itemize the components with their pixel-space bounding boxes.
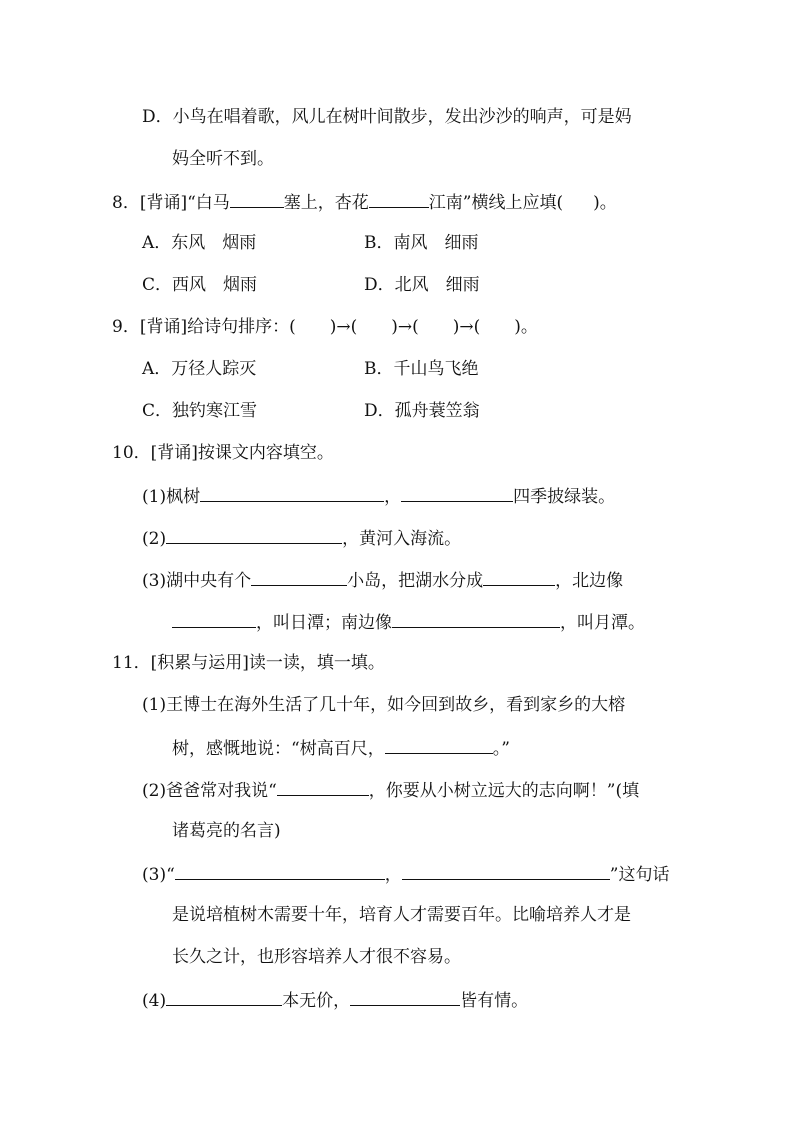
q10-sub3-line2 xyxy=(172,610,645,634)
q11-sub3-text-b: ， xyxy=(384,865,402,885)
q8-stem xyxy=(112,190,617,214)
q8-option-b: B．南风 细雨 xyxy=(364,233,479,253)
q11-sub3-blank-1[interactable] xyxy=(175,862,385,880)
q10-sub1-blank-2[interactable] xyxy=(401,484,513,502)
q10-sub3-line1 xyxy=(142,568,623,592)
q10-tag: [背诵] xyxy=(150,443,198,463)
q11-sub2-text-b: ，你要从小树立远大的志向啊！”(填 xyxy=(368,781,640,801)
q11-sub4 xyxy=(142,988,528,1012)
q11-sub4-text-a: (4) xyxy=(142,991,167,1011)
q11-sub3-text-c: ”这句话 xyxy=(609,865,670,885)
q11-sub3-line1 xyxy=(142,862,669,886)
q10-sub3-blank-3[interactable] xyxy=(172,610,256,628)
q9-option-b: B．千山鸟飞绝 xyxy=(364,359,479,379)
q11-sub2-line2: 诸葛亮的名言) xyxy=(172,821,281,841)
q11-sub3-line2: 是说培植树木需要十年，培育人才需要百年。比喻培养人才是 xyxy=(172,905,631,925)
q8-option-d: D．北风 细雨 xyxy=(364,275,480,295)
q8-text-c: 江南”横线上应填( xyxy=(428,193,564,213)
q10-sub1-text-c: 四季披绿装。 xyxy=(513,487,616,507)
q10-sub1 xyxy=(142,484,615,508)
q11-sub2-line1 xyxy=(142,778,639,802)
q10-sub1-blank-1[interactable] xyxy=(200,484,384,502)
q11-sub4-text-b: 本无价， xyxy=(282,991,351,1011)
q11-sub4-blank-1[interactable] xyxy=(166,988,282,1006)
q11-sub4-text-c: 皆有情。 xyxy=(460,991,529,1011)
q11-sub1-blank[interactable] xyxy=(385,736,493,754)
q11-tag: [积累与运用] xyxy=(150,653,249,673)
q11-number: 11． xyxy=(112,653,151,673)
q7-option-d-line2: 妈全听不到。 xyxy=(172,149,274,169)
q10-sub2 xyxy=(142,526,461,550)
q10-sub3-blank-2[interactable] xyxy=(483,568,555,586)
q11-sub1-text-b: 。” xyxy=(492,739,510,759)
q8-tag: [背诵] xyxy=(139,193,188,213)
q11-sub2-blank[interactable] xyxy=(277,778,369,796)
q10-sub1-text-a: (1)枫树 xyxy=(142,487,201,507)
q11-sub2-text-a: (2)爸爸常对我说“ xyxy=(142,781,277,801)
q10-text: 按课文内容填空。 xyxy=(197,443,334,463)
q11-sub1-line1: (1)王博士在海外生活了几十年，如今回到故乡，看到家乡的大榕 xyxy=(142,695,626,715)
q9-option-a: A．万径人踪灭 xyxy=(142,359,257,379)
q10-sub3-blank-1[interactable] xyxy=(251,568,347,586)
q8-text-b: 塞上，杏花 xyxy=(283,193,369,213)
q10-sub1-text-b: ， xyxy=(384,487,402,507)
q8-option-c: C．西风 烟雨 xyxy=(142,275,258,295)
q11-sub3-text-a: (3)“ xyxy=(142,865,175,885)
q11-sub1-text-a: 树，感慨地说：“树高百尺， xyxy=(172,739,385,759)
q8-blank-2[interactable] xyxy=(369,190,429,208)
q10-sub3-text-b: 小岛，把湖水分成 xyxy=(347,571,484,591)
q10-sub3-text-c: ，北边像 xyxy=(555,571,624,591)
q10-sub3-text-e: ，叫月潭。 xyxy=(560,613,645,633)
q10-sub3-text-a: (3)湖中央有个 xyxy=(142,571,252,591)
q11-sub3-line3: 长久之计，也形容培养人才很不容易。 xyxy=(172,947,461,967)
q9-tag: [背诵] xyxy=(139,317,188,337)
q11-stem xyxy=(112,652,385,674)
q10-stem xyxy=(112,442,334,464)
q11-sub1-line2 xyxy=(172,736,510,760)
q10-number: 10． xyxy=(112,443,151,463)
q10-sub3-text-d: ，叫日潭；南边像 xyxy=(256,613,392,633)
q8-number: 8． xyxy=(112,193,140,213)
q9-option-c: C．独钓寒江雪 xyxy=(142,401,258,421)
q9-option-d: D．孤舟蓑笠翁 xyxy=(364,401,480,421)
q8-blank-1[interactable] xyxy=(230,190,284,208)
q7-option-d-line1: D．小鸟在唱着歌，风儿在树叶间散步，发出沙沙的响声，可是妈 xyxy=(142,107,632,127)
q8-option-a: A．东风 烟雨 xyxy=(142,233,257,253)
q8-text-d: )。 xyxy=(593,193,617,213)
q9-number: 9． xyxy=(112,317,140,337)
q11-sub4-blank-2[interactable] xyxy=(350,988,460,1006)
q11-text: 读一读，填一填。 xyxy=(248,653,385,673)
q9-stem xyxy=(112,316,538,338)
q8-text-a: “白马 xyxy=(187,193,230,213)
q10-sub3-blank-4[interactable] xyxy=(392,610,560,628)
q10-sub2-blank[interactable] xyxy=(166,526,342,544)
q11-sub3-blank-2[interactable] xyxy=(402,862,610,880)
q10-sub2-text-b: ，黄河入海流。 xyxy=(342,529,462,549)
q9-text: 给诗句排序：( )→( )→( )→( )。 xyxy=(187,317,538,337)
q10-sub2-text-a: (2) xyxy=(142,529,167,549)
